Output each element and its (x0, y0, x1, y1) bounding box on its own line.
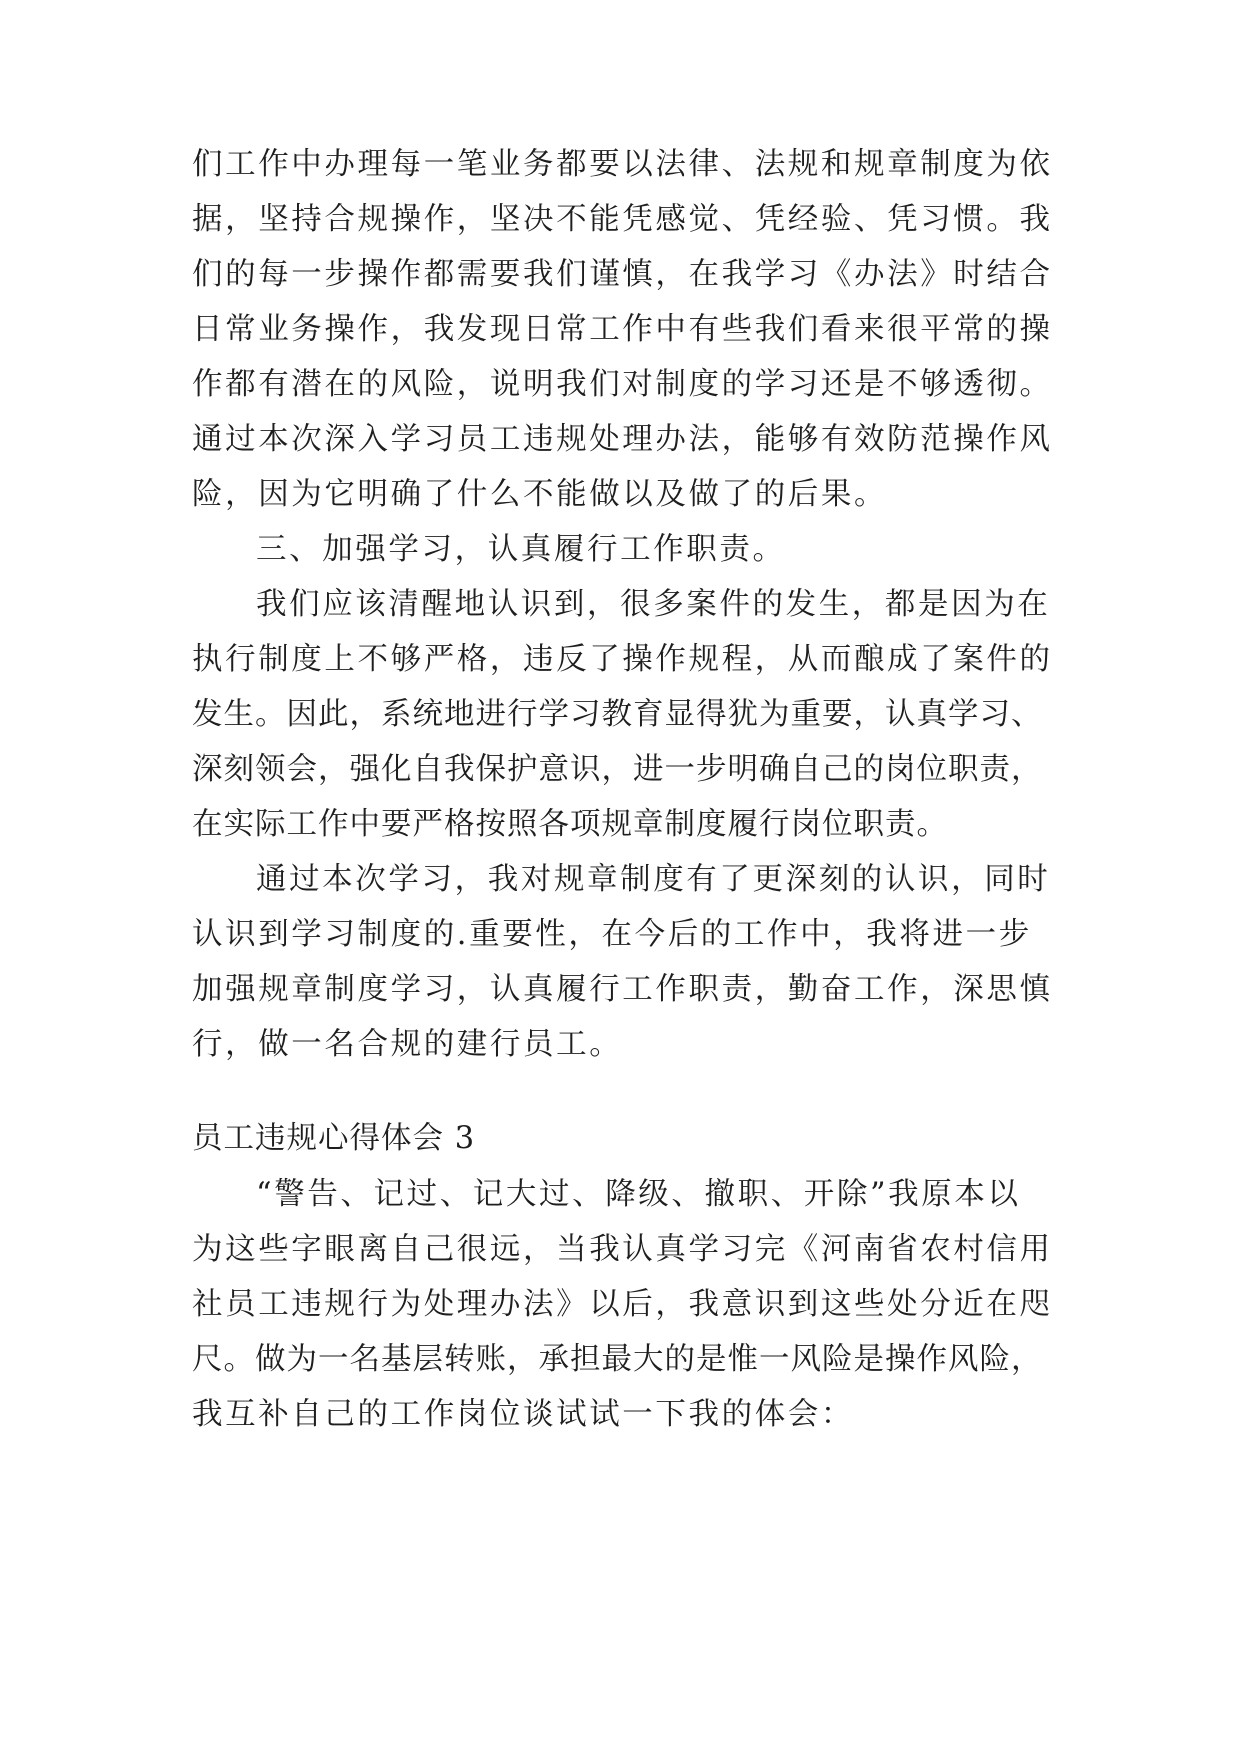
body-line: 执行制度上不够严格，违反了操作规程，从而酿成了案件的 (192, 642, 1053, 677)
body-line: 我们应该清醒地认识到，很多案件的发生，都是因为在 (256, 587, 1051, 622)
body-line: 尺。做为一名基层转账，承担最大的是惟一风险是操作风险， (192, 1342, 1043, 1377)
body-line: 险，因为它明确了什么不能做以及做了的后果。 (192, 477, 888, 512)
body-line: “警告、记过、记大过、降级、撤职、开除”我原本以 (256, 1177, 1021, 1212)
body-line: 们的每一步操作都需要我们谨慎，在我学习《办法》时结合 (192, 257, 1053, 292)
body-line: 加强规章制度学习，认真履行工作职责，勤奋工作，深思慎 (192, 972, 1053, 1007)
body-line: 我互补自己的工作岗位谈试试一下我的体会： (192, 1397, 854, 1432)
body-line: 们工作中办理每一笔业务都要以法律、法规和规章制度为依 (192, 147, 1053, 182)
body-line: 作都有潜在的风险，说明我们对制度的学习还是不够透彻。 (192, 367, 1053, 402)
body-line: 认识到学习制度的.重要性，在今后的工作中，我将进一步 (192, 917, 1032, 952)
body-line: 日常业务操作，我发现日常工作中有些我们看来很平常的操 (192, 312, 1053, 347)
document-page (192, 0, 1058, 1754)
body-line: 为这些字眼离自己很远，当我认真学习完《河南省农村信用 (192, 1232, 1053, 1267)
subsection-heading: 三、加强学习，认真履行工作职责。 (256, 532, 786, 567)
body-line: 发生。因此，系统地进行学习教育显得犹为重要，认真学习、 (192, 697, 1043, 732)
body-line: 社员工违规行为处理办法》以后，我意识到这些处分近在咫 (192, 1287, 1053, 1322)
body-line: 据，坚持合规操作，坚决不能凭感觉、凭经验、凭习惯。我 (192, 202, 1053, 237)
body-line: 通过本次深入学习员工违规处理办法，能够有效防范操作风 (192, 422, 1053, 457)
section-heading: 员工违规心得体会 3 (192, 1121, 476, 1156)
body-line: 在实际工作中要严格按照各项规章制度履行岗位职责。 (192, 807, 948, 842)
body-line: 行，做一名合规的建行员工。 (192, 1027, 623, 1062)
body-line: 深刻领会，强化自我保护意识，进一步明确自己的岗位职责， (192, 752, 1043, 787)
body-line: 通过本次学习，我对规章制度有了更深刻的认识，同时 (256, 862, 1051, 897)
